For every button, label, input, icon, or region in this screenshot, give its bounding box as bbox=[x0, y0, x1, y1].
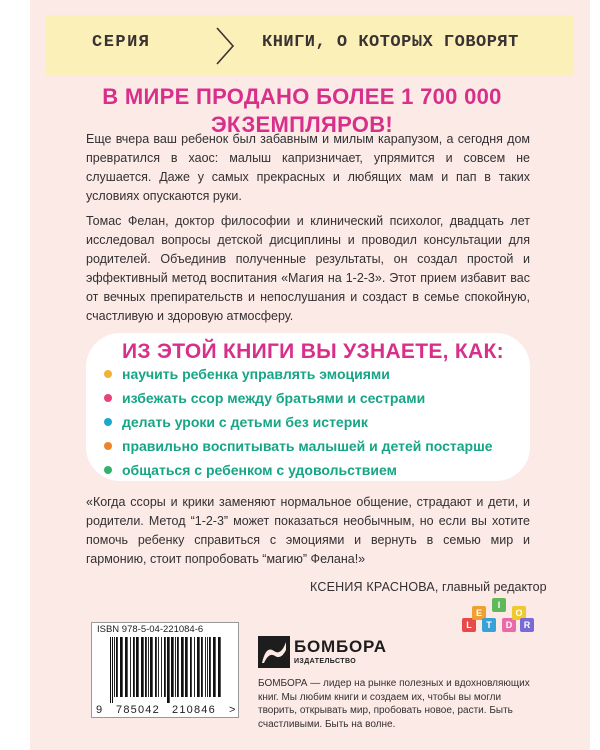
learn-item-text: правильно воспитывать малышей и детей постарше bbox=[122, 438, 493, 454]
letidor-block: O bbox=[512, 606, 526, 620]
quote-role: главный редактор bbox=[438, 580, 547, 594]
learn-item-text: делать уроки с детьми без истерик bbox=[122, 414, 368, 430]
barcode-bar bbox=[207, 637, 208, 697]
bullet-dot-icon bbox=[104, 442, 112, 450]
letidor-block: L bbox=[462, 618, 476, 632]
learn-item bbox=[100, 410, 520, 434]
isbn-label: ISBN 978-5-04-221084-6 bbox=[97, 624, 204, 635]
barcode-bar bbox=[185, 637, 188, 697]
barcode-bar bbox=[218, 637, 221, 697]
letidor-block: I bbox=[492, 598, 506, 612]
editor-quote: «Когда ссоры и крики заменяют нормальное общение, страдают и дети, и родители. Метод “1-2-3” может показаться необычным, но если вы хотите помочь ребенку справиться с эмоциями и вернуть в семью мир и гармонию, стоит попробовать “магию” Фелана!» bbox=[86, 495, 530, 566]
barcode-arrow: > bbox=[229, 704, 236, 716]
barcode-bar bbox=[197, 637, 200, 697]
barcode-bar bbox=[110, 637, 111, 703]
learn-item bbox=[100, 386, 520, 410]
barcode-bar bbox=[209, 637, 211, 697]
barcode-bar bbox=[120, 637, 123, 697]
barcode-bar bbox=[155, 637, 157, 697]
letidor-logo bbox=[462, 598, 534, 634]
barcode-bar bbox=[161, 637, 162, 697]
series-label: СЕРИЯ bbox=[92, 33, 151, 52]
barcode-bar bbox=[133, 637, 135, 697]
barcode-bar bbox=[213, 637, 216, 697]
learn-item-text: общаться с ребенком с удовольствием bbox=[122, 462, 397, 478]
barcode-bar bbox=[114, 637, 115, 697]
series-name: КНИГИ, О КОТОРЫХ ГОВОРЯТ bbox=[262, 33, 519, 52]
barcode-bar bbox=[171, 637, 174, 697]
publisher-subtitle: ИЗДАТЕЛЬСТВО bbox=[294, 658, 357, 665]
headline-line-1: В МИРЕ ПРОДАНО БОЛЕЕ 1 700 000 bbox=[102, 84, 502, 109]
quote-author: КСЕНИЯ КРАСНОВА, bbox=[310, 580, 439, 594]
barcode-bar bbox=[158, 637, 159, 697]
bullet-dot-icon bbox=[104, 370, 112, 378]
barcode-digits-right: 210846 bbox=[172, 704, 216, 716]
barcode-bar bbox=[201, 637, 203, 697]
learn-item bbox=[100, 434, 520, 458]
barcode-bar bbox=[116, 637, 118, 697]
learn-item-text: научить ребенка управлять эмоциями bbox=[122, 366, 390, 382]
quote-attribution bbox=[310, 580, 547, 594]
barcode-bar bbox=[167, 637, 170, 703]
bullet-dot-icon bbox=[104, 418, 112, 426]
barcode-bar bbox=[130, 637, 131, 697]
barcode-bar bbox=[150, 637, 153, 697]
publisher-description: БОМБОРА — лидер на рынке полезных и вдохновляющих книг. Мы любим книги и создаем их, чтобы вы могли творить, открывать мир, пробовать новое, расти. Быть счастливыми. Быть на волне. bbox=[258, 678, 530, 730]
letidor-block: D bbox=[502, 618, 516, 632]
learn-item-text: избежать ссор между братьями и сестрами bbox=[122, 390, 426, 406]
learn-list bbox=[100, 362, 520, 482]
publisher-name: БОМБОРА bbox=[294, 637, 387, 656]
bullet-dot-icon bbox=[104, 466, 112, 474]
bombora-logo-icon bbox=[258, 636, 290, 668]
intro-paragraph: Еще вчера ваш ребенок был забавным и милым карапузом, а сегодня дом превратился в хаос: малыш капризничает, упрямится и совсем не слушается. Даже у самых прекрасных и любящих мам и пап в таких условиях опускаются руки. bbox=[86, 132, 530, 203]
barcode-bar bbox=[175, 637, 176, 697]
barcode-bar bbox=[136, 637, 139, 697]
headline-line-2: ЭКЗЕМПЛЯРОВ! bbox=[210, 112, 394, 137]
barcode-bar bbox=[205, 637, 206, 697]
letidor-block: T bbox=[482, 618, 496, 632]
barcode-bar bbox=[145, 637, 147, 697]
barcode-bar bbox=[148, 637, 149, 697]
barcode-icon bbox=[108, 637, 226, 703]
chevron-right-icon bbox=[212, 24, 238, 68]
barcode-bar bbox=[112, 637, 113, 703]
letidor-block: E bbox=[472, 606, 486, 620]
barcode-bar bbox=[164, 637, 166, 697]
barcode-bar bbox=[194, 637, 195, 697]
barcode-bar bbox=[177, 637, 179, 697]
barcode-bar bbox=[125, 637, 128, 697]
barcode-bar bbox=[190, 637, 192, 697]
letidor-block: R bbox=[520, 618, 534, 632]
bullet-dot-icon bbox=[104, 394, 112, 402]
learn-item bbox=[100, 458, 520, 482]
learn-title: ИЗ ЭТОЙ КНИГИ ВЫ УЗНАЕТЕ, КАК: bbox=[122, 340, 504, 363]
barcode-bar bbox=[181, 637, 184, 697]
barcode-digit-first: 9 bbox=[96, 704, 103, 716]
barcode-bar bbox=[141, 637, 144, 697]
learn-item bbox=[100, 362, 520, 386]
barcode-digits-left: 785042 bbox=[116, 704, 160, 716]
author-paragraph: Томас Фелан, доктор философии и клинический психолог, двадцать лет исследовал вопросы детской дисциплины и проводил консультации для родителей. Объединив полученные результаты, он создал простой и эффективный метод воспитания «Магия на 1-2-3». Этот прием избавит вас от вечных препирательств и непослушания и создаст в семье спокойную, счастливую и здоровую атмосферу. bbox=[86, 214, 530, 323]
